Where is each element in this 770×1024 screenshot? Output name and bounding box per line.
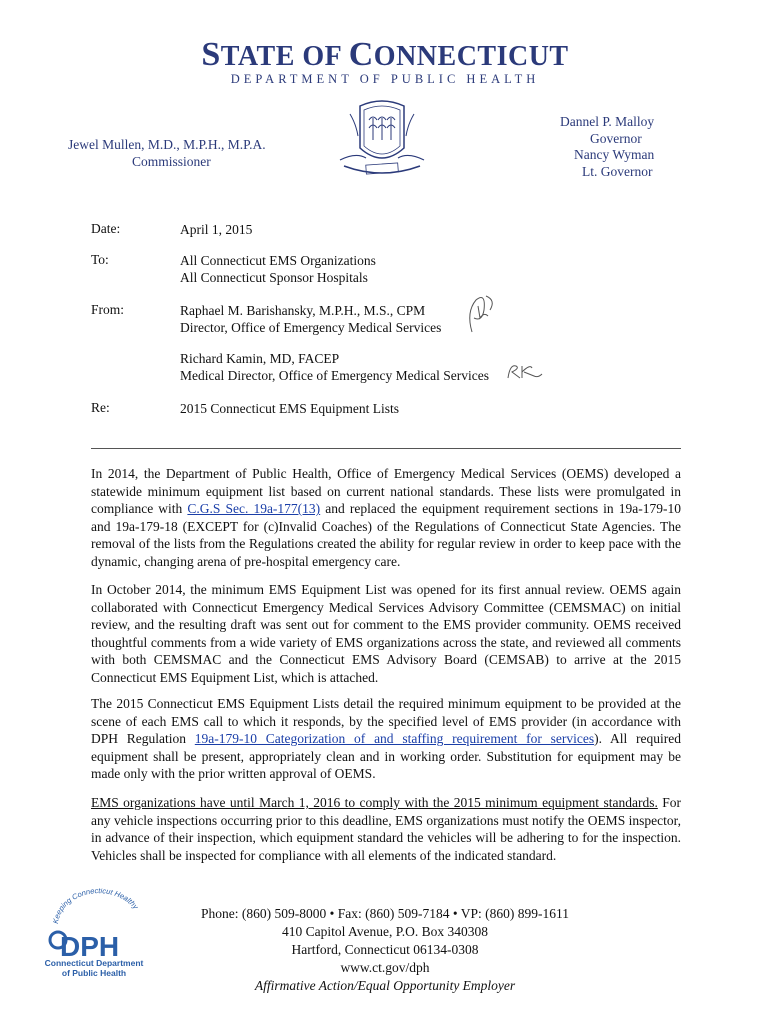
- re-subject: 2015 Connecticut EMS Equipment Lists: [180, 401, 399, 416]
- cgs-link[interactable]: C.G.S Sec. 19a-177(13): [187, 501, 321, 517]
- paragraph-2: In October 2014, the minimum EMS Equipment List was opened for its first annual review. OEMS again collaborated with Connecticut Emergency Medical Services Advisory Committee (CEMSMAC) on initial review, and the resulting draft was sent out for comment to the EMS provider community. OEMS received thoughtful comments from a wide variety of EMS organizations across the state, and reviewed all comments with both CEMSMAC and the Connecticut EMS Advisory Board (CEMSAB) to arrive at the 2015 Connecticut EMS Equipment List, which is attached.: [91, 582, 681, 685]
- from-name: Raphael M. Barishansky, M.P.H., M.S., CPM: [180, 303, 426, 318]
- to-recipients: [180, 252, 376, 286]
- lt-governor-name: Nancy Wyman: [574, 147, 655, 162]
- date-label: Date:: [91, 221, 121, 236]
- officials-block: [560, 114, 654, 180]
- svg-text:DPH: DPH: [60, 931, 120, 962]
- footer-address-2: Hartford, Connecticut 06134-0308: [291, 942, 479, 957]
- governor-name: Dannel P. Malloy: [560, 114, 655, 129]
- commissioner-name: Jewel Mullen, M.D., M.P.H., M.P.A.: [68, 137, 266, 152]
- re-label: Re:: [91, 400, 110, 415]
- dph-logo-caption: Connecticut Department of Public Health: [44, 958, 144, 978]
- paragraph-1: In 2014, the Department of Public Health, Office of Emergency Medical Services (OEMS) developed a statewide minimum equipment list based on current national standards. These lists were promulgated in compliance with C.G.S Sec. 19a-177(13) and replaced the equipment requirement sections in 19a-179-10 and 19a-179-18 (EXCEPT for (c)Invalid Coaches) of the Regulations of Connecticut State Agencies. The removal of the lists from the Regulations created the ability for regular review in order to keep pace with the dynamic, changing arena of pre-hospital emergency care.: [91, 466, 681, 569]
- from-sender-1: [180, 302, 441, 336]
- deadline-text: EMS organizations have until March 1, 2016 to comply with the 2015 minimum equipment standards.: [91, 795, 658, 810]
- divider: [91, 448, 681, 449]
- date-value: April 1, 2015: [180, 222, 253, 237]
- from-label: From:: [91, 302, 125, 317]
- footer-contact: [150, 905, 620, 995]
- paragraph-4: EMS organizations have until March 1, 2016 to comply with the 2015 minimum equipment standards. For any vehicle inspections occurring prior to this deadline, EMS organizations must notify the OEMS inspector, in advance of their inspection, which equipment standard the vehicles will be adhering to for the inspection. Vehicles shall be inspected for compliance with all elements of the indicated standard.: [91, 795, 681, 863]
- state-seal-icon: [336, 96, 428, 184]
- to-line: All Connecticut EMS Organizations: [180, 253, 376, 268]
- svg-text:Keeping Connecticut Healthy: Keeping Connecticut Healthy: [50, 888, 141, 925]
- commissioner-title: Commissioner: [132, 154, 211, 169]
- signature-initials-icon: [504, 360, 544, 382]
- from-name: Richard Kamin, MD, FACEP: [180, 351, 340, 366]
- commissioner-block: [68, 136, 266, 170]
- governor-title: Governor: [590, 130, 642, 146]
- signature-initials-icon: [462, 292, 498, 336]
- footer-employer: Affirmative Action/Equal Opportunity Employer: [254, 978, 516, 993]
- paragraph-3: The 2015 Connecticut EMS Equipment Lists detail the required minimum equipment to be provided at the scene of each EMS call to which it responds, by the specified level of EMS provider (in accordance with DPH Regulation 19a-179-10 Categorization of and staffing requirement for services). All required equipment shall be present, appropriately clean and in working order. Substitution for equipment may be made only with the prior written approval of OEMS.: [91, 696, 681, 782]
- to-label: To:: [91, 252, 109, 267]
- to-line: All Connecticut Sponsor Hospitals: [180, 270, 368, 285]
- footer-phone: Phone: (860) 509-8000 • Fax: (860) 509-7184 • VP: (860) 899-1611: [201, 906, 569, 921]
- department-name: DEPARTMENT OF PUBLIC HEALTH: [230, 72, 540, 86]
- from-title: Medical Director, Office of Emergency Medical Services: [180, 368, 489, 383]
- regulation-link[interactable]: 19a-179-10 Categorization of and staffing requirement for services: [194, 731, 595, 747]
- state-title: STATE OF CONNECTICUT: [201, 36, 569, 73]
- footer-website[interactable]: www.ct.gov/dph: [340, 960, 430, 975]
- from-title: Director, Office of Emergency Medical Services: [180, 320, 442, 335]
- lt-governor-title: Lt. Governor: [582, 163, 653, 179]
- footer-address-1: 410 Capitol Avenue, P.O. Box 340308: [281, 924, 488, 939]
- from-sender-2: [180, 350, 489, 384]
